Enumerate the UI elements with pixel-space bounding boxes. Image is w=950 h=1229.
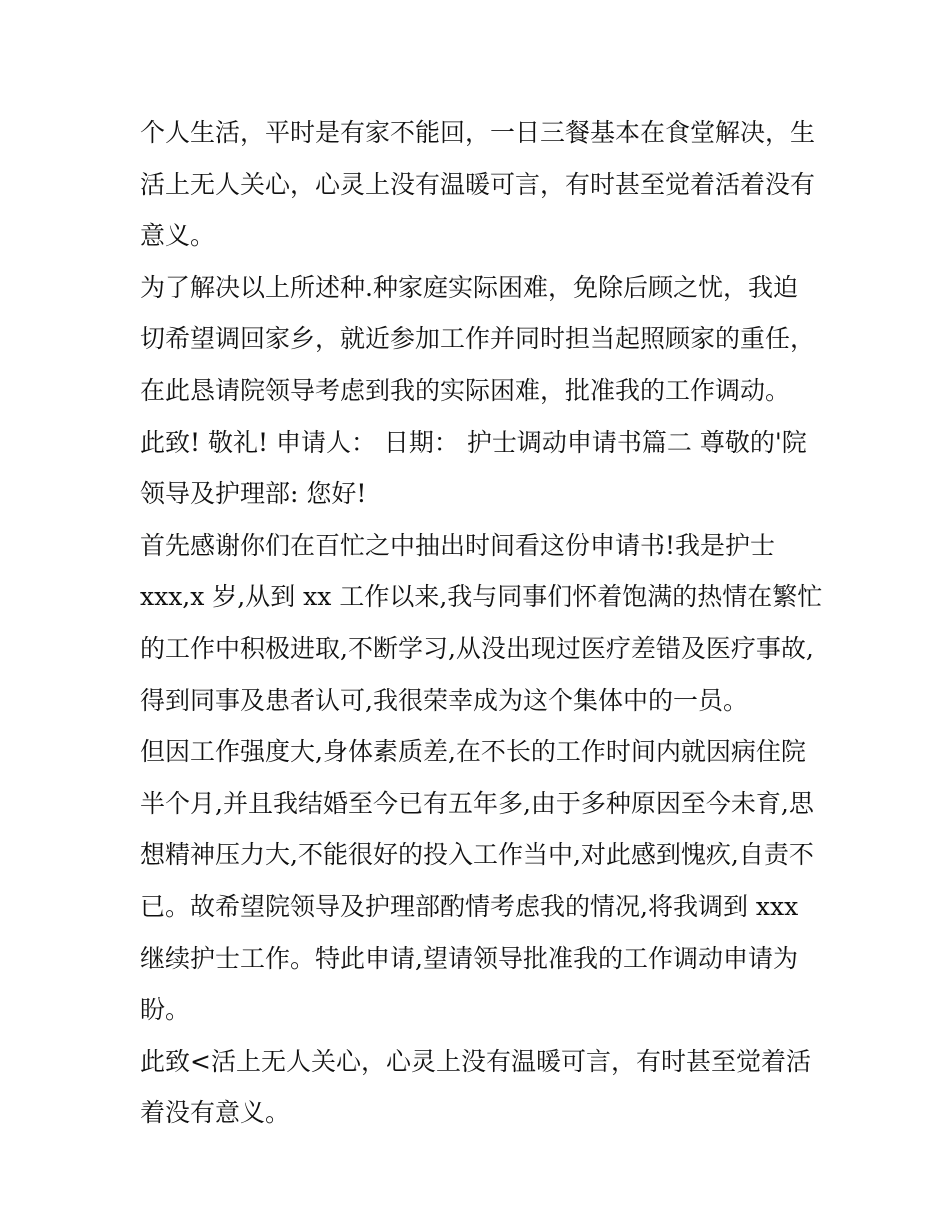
text-line: 切希望调回家乡，就近参加工作并同时担当起照顾家的重任， [140,324,816,354]
text-line: 此致<活上无人关心，心灵上没有温暖可言，有时甚至觉着活 [140,1046,811,1076]
text-line: 想精神压力大,不能很好的投入工作当中,对此感到愧疚,自责不 [140,840,814,870]
text-line: 已。故希望院领导及护理部酌情考虑我的情况,将我调到 xxx [140,891,799,921]
document-body [140,107,823,1139]
text-line: xxx,x 岁,从到 xx 工作以来,我与同事们怀着饱满的热情在繁忙 [140,582,823,612]
text-line: 半个月,并且我结婚至今已有五年多,由于多种原因至今未育,思 [140,788,814,818]
text-line: 在此恳请院领导考虑到我的实际困难，批准我的工作调动。 [140,375,791,405]
text-line: 为了解决以上所述种.种家庭实际困难，免除后顾之忧，我迫 [140,272,798,302]
text-line: 但因工作强度大,身体素质差,在不长的工作时间内就因病住院 [140,737,806,767]
text-line: 首先感谢你们在百忙之中抽出时间看这份申请书!我是护士 [140,530,776,560]
text-line: 意义。 [140,221,216,251]
text-line: 得到同事及患者认可,我很荣幸成为这个集体中的一员。 [140,685,748,715]
text-line: 的工作中积极进取,不断学习,从没出现过医疗差错及医疗事故, [140,633,814,663]
text-line: 个人生活，平时是有家不能回，一日三餐基本在食堂解决，生 [140,118,816,147]
text-line: 此致! 敬礼! 申请人： 日期： 护士调动申请书篇二 尊敬的'院 [140,427,807,457]
text-line: 继续护士工作。特此申请,望请领导批准我的工作调动申请为 [140,943,798,973]
text-line: 领导及护理部: 您好! [140,479,367,509]
text-line: 盼。 [140,995,191,1025]
text-line: 活上无人关心，心灵上没有温暖可言，有时甚至觉着活着没有 [140,169,816,199]
text-line: 着没有意义。 [140,1098,291,1128]
